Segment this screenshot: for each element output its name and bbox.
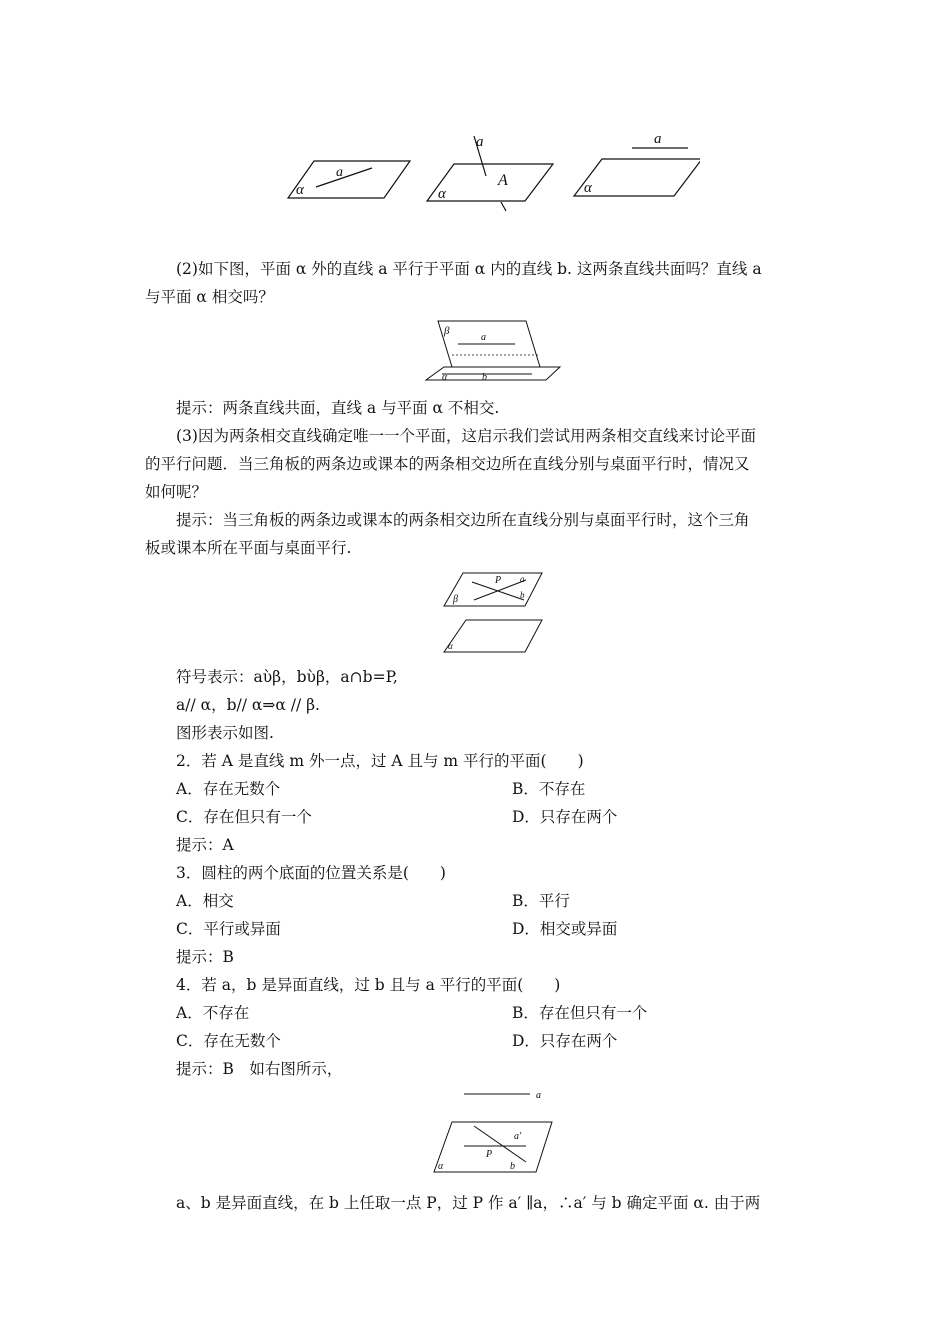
- figure-1-svg: [280, 128, 700, 213]
- q3-line-3: 如何呢？: [145, 483, 208, 501]
- fig4-a-label: a: [536, 1090, 541, 1101]
- q4-option-C: C．存在无数个: [176, 1032, 281, 1050]
- hint-3-line-1: 提示：当三角板的两条边或课本的两条相交边所在直线分别与桌面平行时，这个三角: [176, 511, 750, 529]
- q2-option-A: A．存在无数个: [176, 780, 281, 798]
- p3-alpha-label: α: [584, 180, 592, 196]
- fig2-a-label: a: [481, 332, 486, 343]
- figure-4-svg: [430, 1084, 560, 1176]
- q3-stem: 3．圆柱的两个底面的位置关系是( ): [176, 864, 446, 882]
- p2-a-label: a: [476, 134, 484, 150]
- q3-hint: 提示：B: [176, 948, 234, 966]
- q4-hint: 提示：B 如右图所示，: [176, 1060, 343, 1078]
- q2-option-D: D．只存在两个: [512, 808, 618, 826]
- fig4-b-label: b: [510, 1161, 515, 1172]
- q2-hint: 提示：A: [176, 836, 234, 854]
- q4-stem: 4．若 a，b 是异面直线，过 b 且与 a 平行的平面( ): [176, 976, 561, 994]
- q2-line-1: (2)如下图，平面 α 外的直线 a 平行于平面 α 内的直线 b. 这两条直线共面吗？直线 a: [176, 260, 762, 278]
- q4-option-B: B．存在但只有一个: [512, 1004, 648, 1022]
- fig2-b-label: b: [482, 372, 487, 383]
- fig2-beta-label: β: [444, 325, 450, 337]
- fig4-P-label: P: [486, 1149, 493, 1160]
- symbol-line-1: 符号表示：aὺβ，bὺβ，a∩b=P,: [176, 668, 398, 686]
- fig3-b-label: b: [520, 590, 525, 600]
- figure-skew-lines: [430, 1084, 560, 1176]
- q2-option-B: B．不存在: [512, 780, 586, 798]
- p2-alpha-label: α: [438, 186, 446, 202]
- symbol-line-2: a// α，b// α⇒α // β.: [176, 696, 320, 714]
- figure-3-svg: [438, 570, 548, 656]
- q3-option-B: B．平行: [512, 892, 570, 910]
- q4-option-D: D．只存在两个: [512, 1032, 618, 1050]
- q4-option-A: A．不存在: [176, 1004, 250, 1022]
- fig3-a-label: a: [520, 574, 525, 584]
- q3-option-A: A．相交: [176, 892, 234, 910]
- q3-option-C: C．平行或异面: [176, 920, 281, 938]
- q2-line-2: 与平面 α 相交吗？: [145, 288, 274, 306]
- fig4-alpha-label: α: [438, 1161, 444, 1172]
- q2-option-C: C．存在但只有一个: [176, 808, 312, 826]
- last-line: a、b 是异面直线，在 b 上任取一点 P，过 P 作 a′ ∥a，∴a′ 与 b 确定平面 α. 由于两: [176, 1194, 761, 1212]
- fig3-alpha-label: α: [448, 641, 453, 651]
- hint-3-line-2: 板或课本所在平面与桌面平行.: [145, 539, 352, 557]
- q3-line-2: 的平行问题．当三角板的两条边或课本的两条相交边所在直线分别与桌面平行时，情况又: [145, 455, 750, 473]
- symbol-line-3: 图形表示如图.: [176, 724, 274, 742]
- figure-line-plane-positions: [280, 128, 700, 213]
- q2-stem: 2．若 A 是直线 m 外一点，过 A 且与 m 平行的平面( ): [176, 752, 584, 770]
- figure-2-svg: [420, 318, 570, 384]
- p1-a-label: a: [336, 165, 343, 180]
- fig4-a-prime-label: a′: [514, 1131, 522, 1142]
- fig3-beta-label: β: [453, 594, 458, 605]
- figure-line-parallel-plane: [420, 318, 570, 384]
- hint-2: 提示：两条直线共面，直线 a 与平面 α 不相交.: [176, 399, 500, 417]
- fig3-P-label: P: [495, 575, 502, 586]
- q3-option-D: D．相交或异面: [512, 920, 618, 938]
- figure-parallel-planes: [438, 570, 548, 656]
- fig2-alpha-label: α: [442, 372, 448, 383]
- q3-line-1: (3)因为两条相交直线确定唯一一个平面，这启示我们尝试用两条相交直线来讨论平面: [176, 427, 756, 445]
- p3-a-label: a: [654, 131, 662, 147]
- p1-alpha-label: α: [296, 182, 304, 198]
- p2-A-label: A: [498, 172, 508, 189]
